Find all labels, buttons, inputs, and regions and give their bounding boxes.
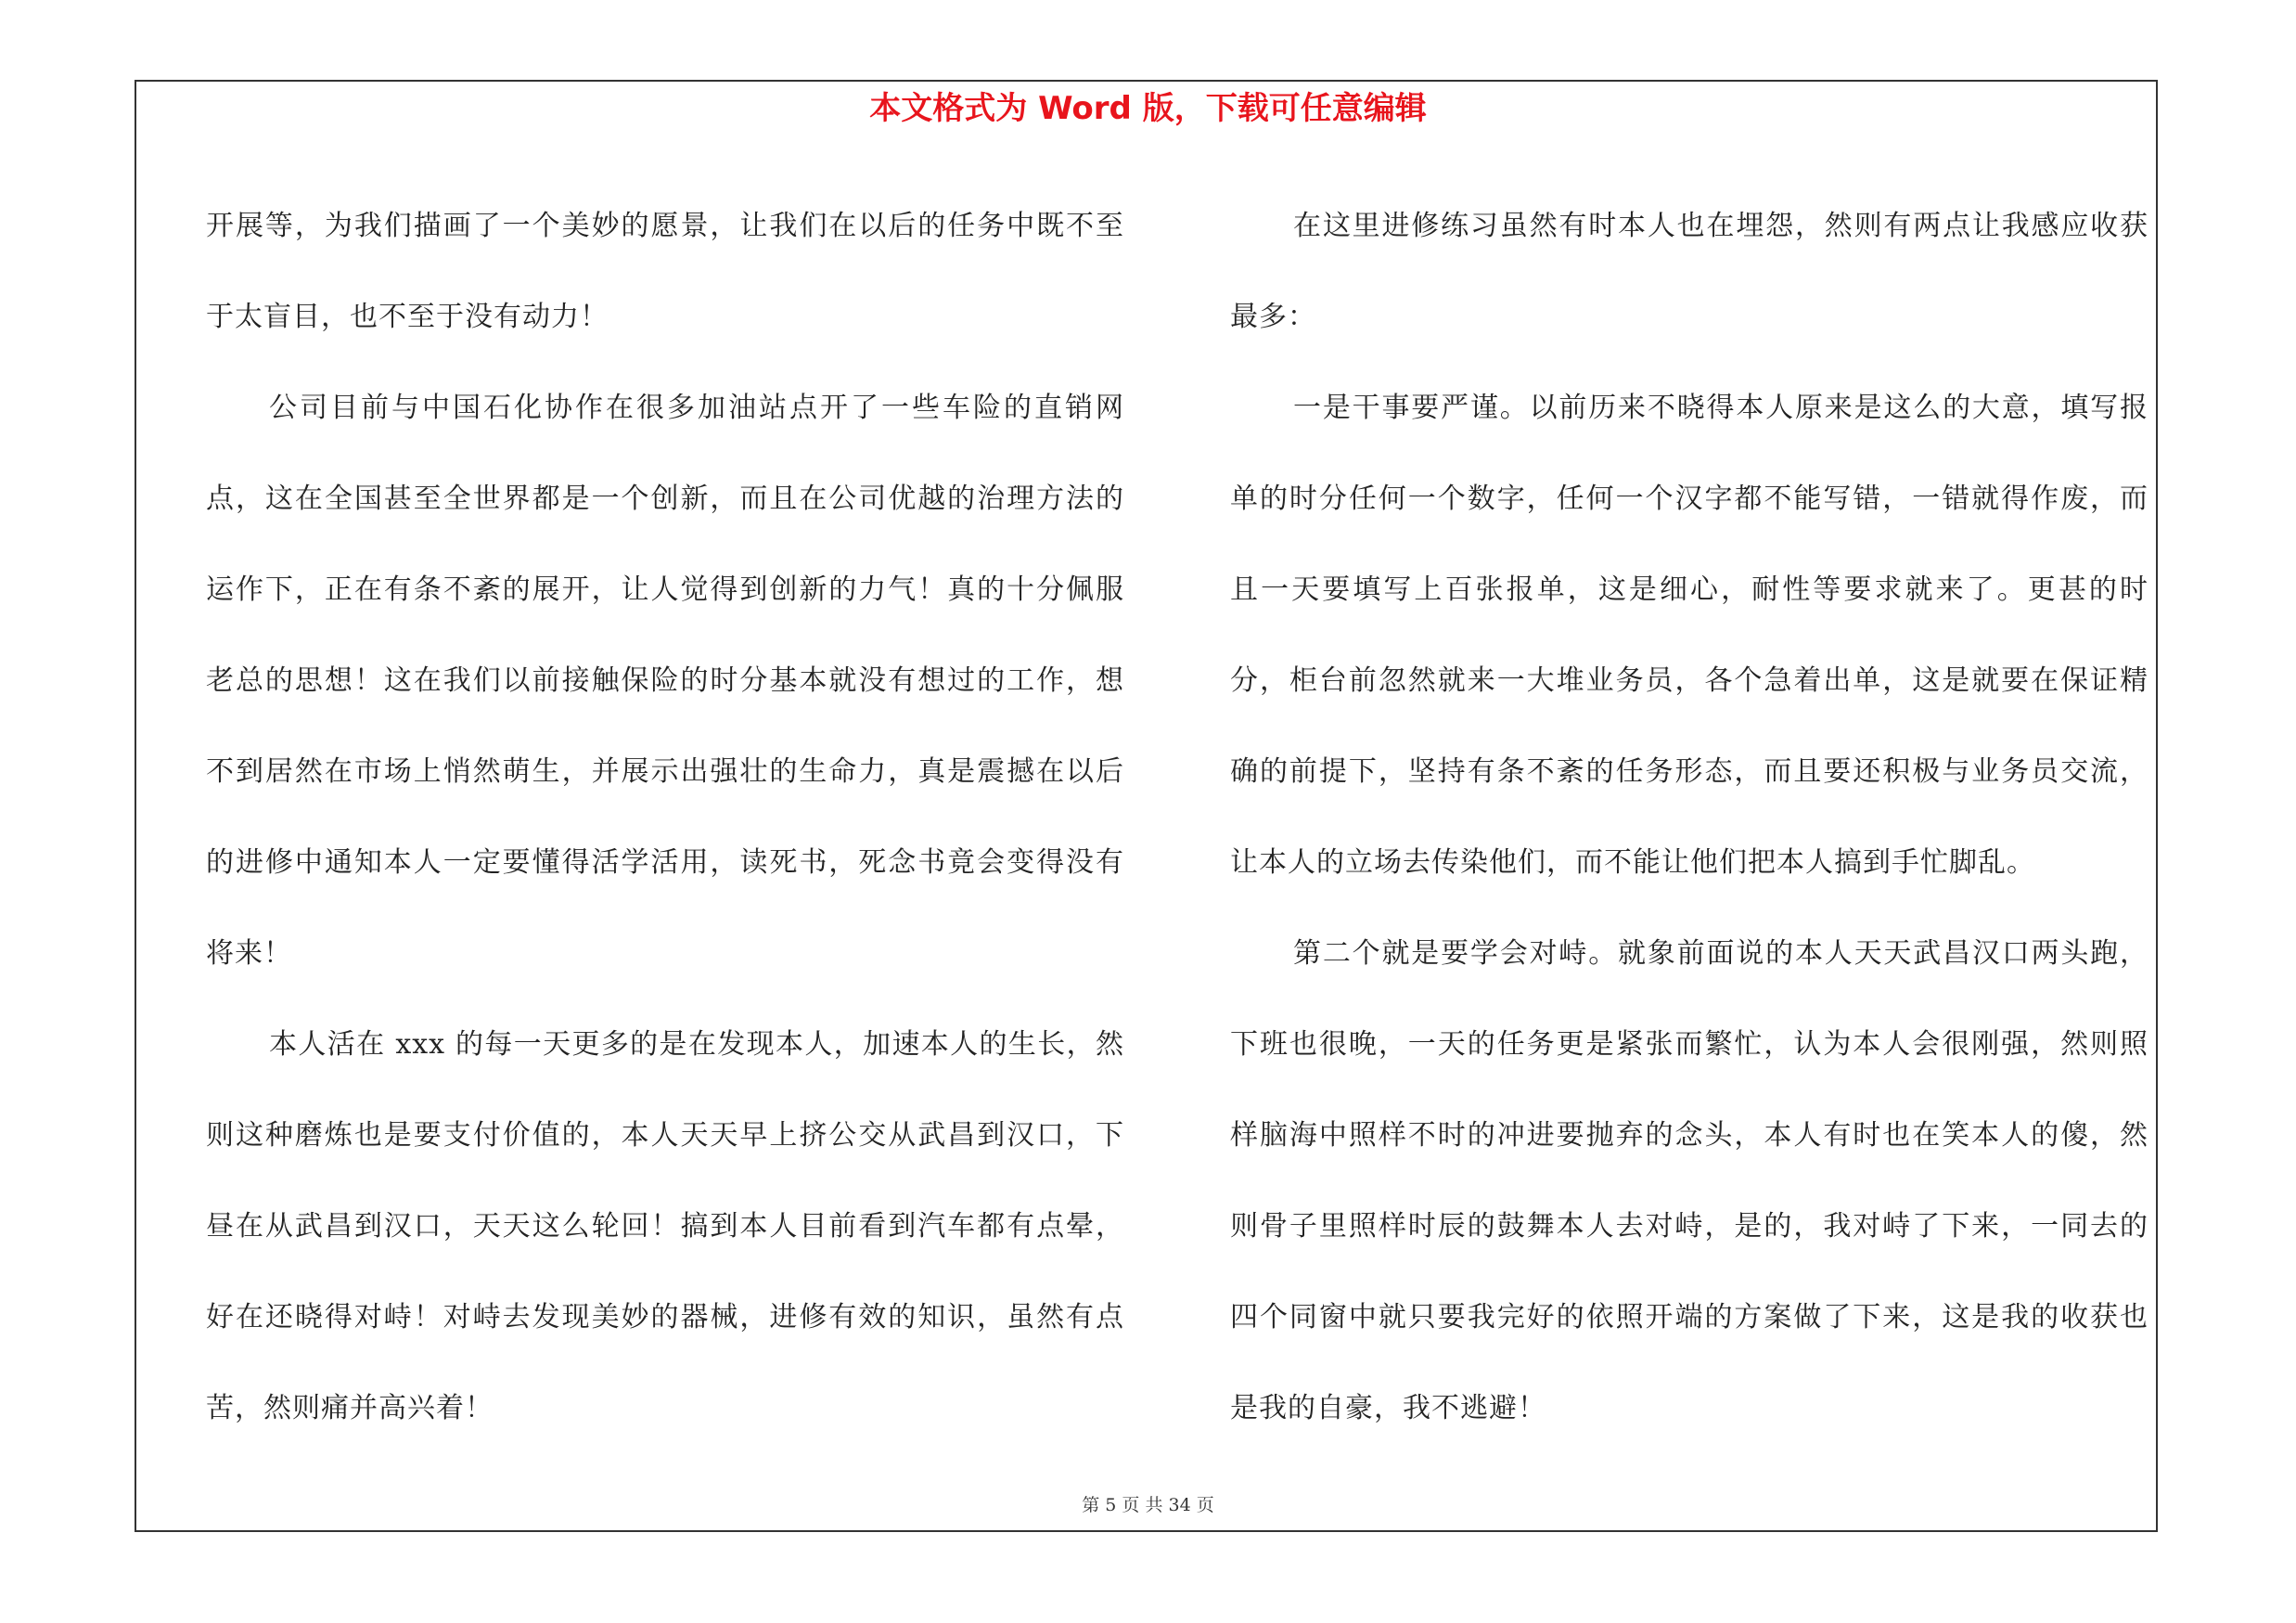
paragraph: 本人活在 xxx 的每一天更多的是在发现本人，加速本人的生长，然则这种磨炼也是要支付价值的，本人天天早上挤公交从武昌到汉口，下昼在从武昌到汉口，天天这么轮回！搞到本人目前看到汽车都有点晕，好在还晓得对峙！对峙去发现美妙的器械，进修有效的知识，虽然有点苦，然则痛并高兴着！ [206,1028,1124,1424]
paragraph: 在这里进修练习虽然有时本人也在埋怨，然则有两点让我感应收获最多： [1230,210,2148,333]
paragraph: 一是干事要严谨。以前历来不晓得本人原来是这么的大意，填写报单的时分任何一个数字，任何一个汉字都不能写错，一错就得作废，而且一天要填写上百张报单，这是细心，耐性等要求就来了。更甚的时分，柜台前忽然就来一大堆业务员，各个急着出单，这是就要在保证精确的前提下，坚持有条不紊的任务形态，而且要还积极与业务员交流，让本人的立场去传染他们，而不能让他们把本人搞到手忙脚乱。 [1230,392,2148,879]
paragraph: 开展等，为我们描画了一个美妙的愿景，让我们在以后的任务中既不至于太盲目，也不至于没有动力！ [206,210,1124,333]
paragraph: 第二个就是要学会对峙。就象前面说的本人天天武昌汉口两头跑，下班也很晚，一天的任务更是紧张而繁忙，认为本人会很刚强，然则照样脑海中照样不时的冲进要抛弃的念头，本人有时也在笑本人的傻，然则骨子里照样时辰的鼓舞本人去对峙，是的，我对峙了下来，一同去的四个同窗中就只要我完好的依照开端的方案做了下来，这是我的收获也是我的自豪，我不逃避！ [1230,937,2148,1424]
page-number-footer: 第 5 页 共 34 页 [1082,1495,1214,1515]
right-column [1230,181,2148,1454]
left-column [206,181,1124,1454]
format-banner: 本文格式为 Word 版，下载可任意编辑 [869,90,1427,127]
paragraph: 公司目前与中国石化协作在很多加油站点开了一些车险的直销网点，这在全国甚至全世界都是一个创新，而且在公司优越的治理方法的运作下，正在有条不紊的展开，让人觉得到创新的力气！真的十分佩服老总的思想！这在我们以前接触保险的时分基本就没有想过的工作，想不到居然在市场上悄然萌生，并展示出强壮的生命力，真是震撼在以后的进修中通知本人一定要懂得活学活用，读死书，死念书竟会变得没有将来！ [206,392,1124,970]
